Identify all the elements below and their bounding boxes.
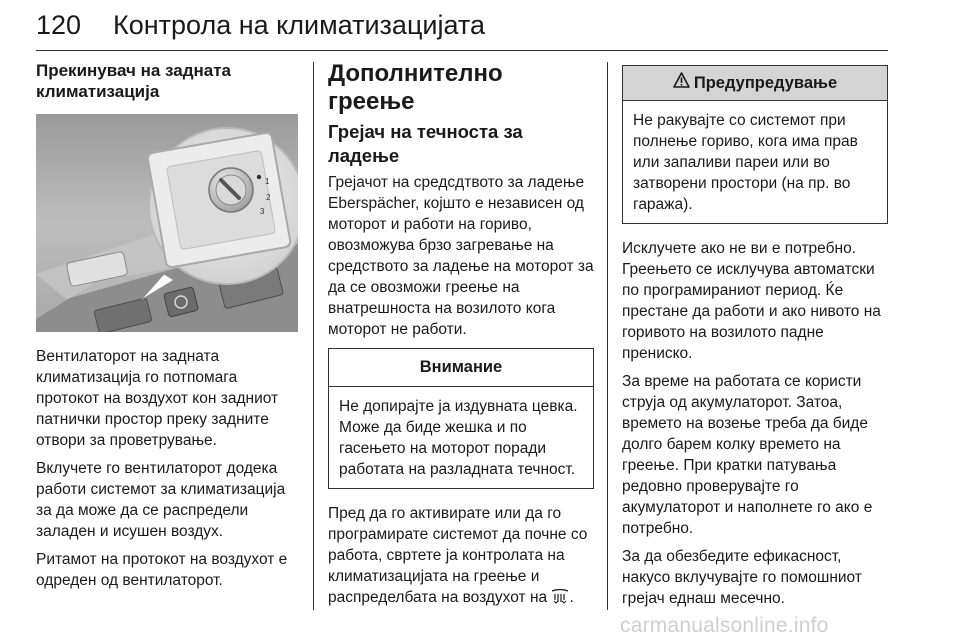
watermark: carmanualsonline.info — [620, 614, 829, 637]
paragraph: За да обезбедите ефикасност, накусо вклучувајте го помошниот грејач еднаш месечно. — [622, 548, 862, 607]
paragraph: За време на работата се користи струја од акумулаторот. Затоа, времето на возење треба да биде долго барем колку времето на греење. При кратки патувања редовно проверувајте го акумулаторот и наполнете го ако е потребно. — [622, 373, 873, 537]
paragraph-text: Пред да го активирате или да го програмирате системот да почне со работа, свртете ја контролата на климатизацијата на греење и распределбата на воздухот на — [328, 505, 588, 606]
dial-label-2: 2 — [266, 193, 271, 202]
windscreen-footwell-vent-icon — [551, 589, 569, 610]
rear-ac-switch-illustration — [36, 114, 298, 332]
warning-text: Не ракувајте со системот при полнење гориво, кога има прав или запаливи пареи или во затворени простори (на пр. во гаража). — [633, 112, 858, 213]
caution-notice-text: Не допирајте ја издувната цевка. Може да биде жешка и по гасењето на моторот поради работата на разладната течност. — [339, 398, 578, 478]
warning-title-bar — [623, 66, 887, 101]
rear-ac-switch-heading: Прекинувач на задната климатизација — [36, 61, 232, 101]
column-middle — [328, 60, 594, 617]
header-rule — [36, 50, 888, 51]
subsection-title: Грејач на течноста за ладење — [328, 121, 523, 166]
page-number: 120 — [36, 10, 82, 40]
column-left — [36, 60, 298, 598]
warning-triangle-icon — [673, 72, 690, 94]
column-divider — [607, 62, 608, 610]
column-divider — [313, 62, 314, 610]
paragraph: Вентилаторот на задната климатизација го потпомага протокот на воздухот кон задниот патнички простор преку задните отвори за проветрување. — [36, 348, 279, 449]
chapter-title: Контрола на климатизацијата — [113, 10, 485, 40]
dial-label-1: 1 — [265, 177, 270, 186]
warning-box — [622, 65, 888, 224]
caution-notice-box — [328, 348, 594, 489]
section-title: Дополнително греење — [328, 60, 503, 115]
paragraph: Ритамот на протокот на воздухот е одреден од вентилаторот. — [36, 551, 288, 589]
paragraph — [328, 503, 594, 610]
paragraph-end: . — [569, 589, 574, 606]
dial-label-3: 3 — [260, 207, 265, 216]
page-header — [0, 0, 960, 52]
warning-title: Предупредување — [693, 73, 838, 92]
paragraph: Грејачот на средсдтвото за ладење Eberspächer, којшто е независен од моторот и работи на гориво, овозможува брзо загревање на средството за ладење на моторот за да се овозможи греење на внатрешноста на возилото кога моторот не работи. — [328, 174, 594, 338]
paragraph: Исклучете ако не ви е потребно. Греењето се исклучува автоматски по програмираниот период. Ќе престане да работи и ако нивото на горивото на возилото падне прениско. — [622, 240, 881, 362]
column-right — [622, 65, 888, 616]
caution-notice-title: Внимание — [329, 349, 593, 387]
paragraph: Вклучете го вентилаторот додека работи системот за климатизација за да може да се распредели заладен и исушен воздух. — [36, 460, 286, 540]
